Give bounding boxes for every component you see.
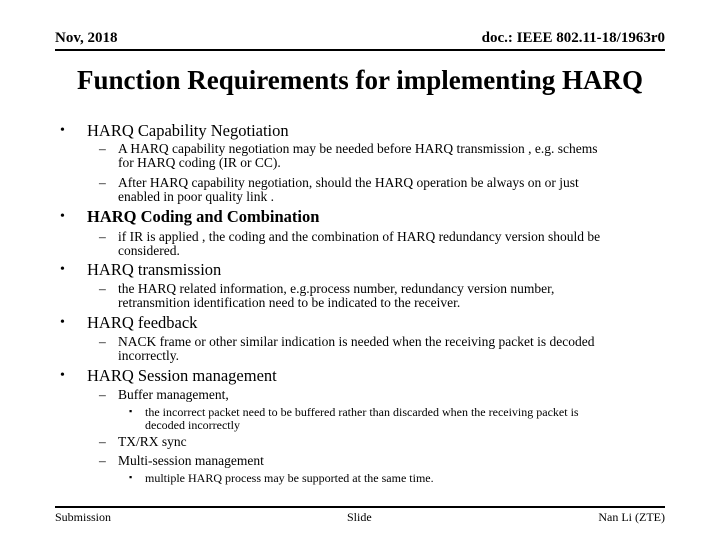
sub-item-line: the incorrect packet need to be buffered rather than discarded when the receiving packet is [145, 405, 579, 419]
header-doc-id: doc.: IEEE 802.11-18/1963r0 [481, 30, 665, 46]
list-item-line: for HARQ coding (IR or CC). [118, 155, 281, 170]
dash-icon: – [99, 334, 106, 349]
section-heading: HARQ feedback [87, 313, 198, 332]
header-date: Nov, 2018 [55, 30, 118, 46]
header-rule [55, 49, 665, 51]
list-item-line: retransmition identification need to be indicated to the receiver. [118, 295, 461, 310]
dash-icon: – [99, 141, 106, 156]
dash-icon: – [99, 453, 106, 468]
bullet-icon: • [60, 368, 65, 383]
footer-right: Nan Li (ZTE) [598, 510, 665, 524]
bullet-icon: • [60, 315, 65, 330]
section-heading: HARQ transmission [87, 260, 222, 279]
bullet-icon: • [60, 262, 65, 277]
page-title: Function Requirements for implementing HARQ [77, 65, 643, 95]
list-item-line: the HARQ related information, e.g.process number, redundancy version number, [118, 281, 555, 296]
list-item-line: A HARQ capability negotiation may be needed before HARQ transmission , e.g. schems [118, 141, 598, 156]
footer-left: Submission [55, 510, 112, 524]
list-item-line: enabled in poor quality link . [118, 189, 274, 204]
footer-rule [55, 506, 665, 508]
list-item-line: TX/RX sync [118, 434, 187, 449]
dash-icon: – [99, 175, 106, 190]
dash-icon: – [99, 434, 106, 449]
list-item-line: NACK frame or other similar indication is needed when the receiving packet is decoded [118, 334, 595, 349]
list-item-line: After HARQ capability negotiation, should the HARQ operation be always on or just [118, 175, 579, 190]
section-heading: HARQ Capability Negotiation [87, 121, 289, 140]
small-bullet-icon: ▪ [129, 472, 133, 482]
bullet-icon: • [60, 209, 65, 224]
sub-item-line: multiple HARQ process may be supported at the same time. [145, 471, 434, 485]
bullet-icon: • [60, 123, 65, 138]
list-item-line: Multi-session management [118, 453, 264, 468]
list-item-line: if IR is applied , the coding and the combination of HARQ redundancy version should be [118, 229, 601, 244]
list-item-line: incorrectly. [118, 348, 179, 363]
sub-item-line: decoded incorrectly [145, 418, 240, 432]
small-bullet-icon: ▪ [129, 406, 133, 416]
section-heading: HARQ Coding and Combination [87, 207, 320, 226]
footer-center: Slide [347, 510, 372, 524]
section-heading: HARQ Session management [87, 366, 277, 385]
dash-icon: – [99, 229, 106, 244]
list-item-line: considered. [118, 243, 180, 258]
list-item-line: Buffer management, [118, 387, 229, 402]
dash-icon: – [99, 387, 106, 402]
dash-icon: – [99, 281, 106, 296]
